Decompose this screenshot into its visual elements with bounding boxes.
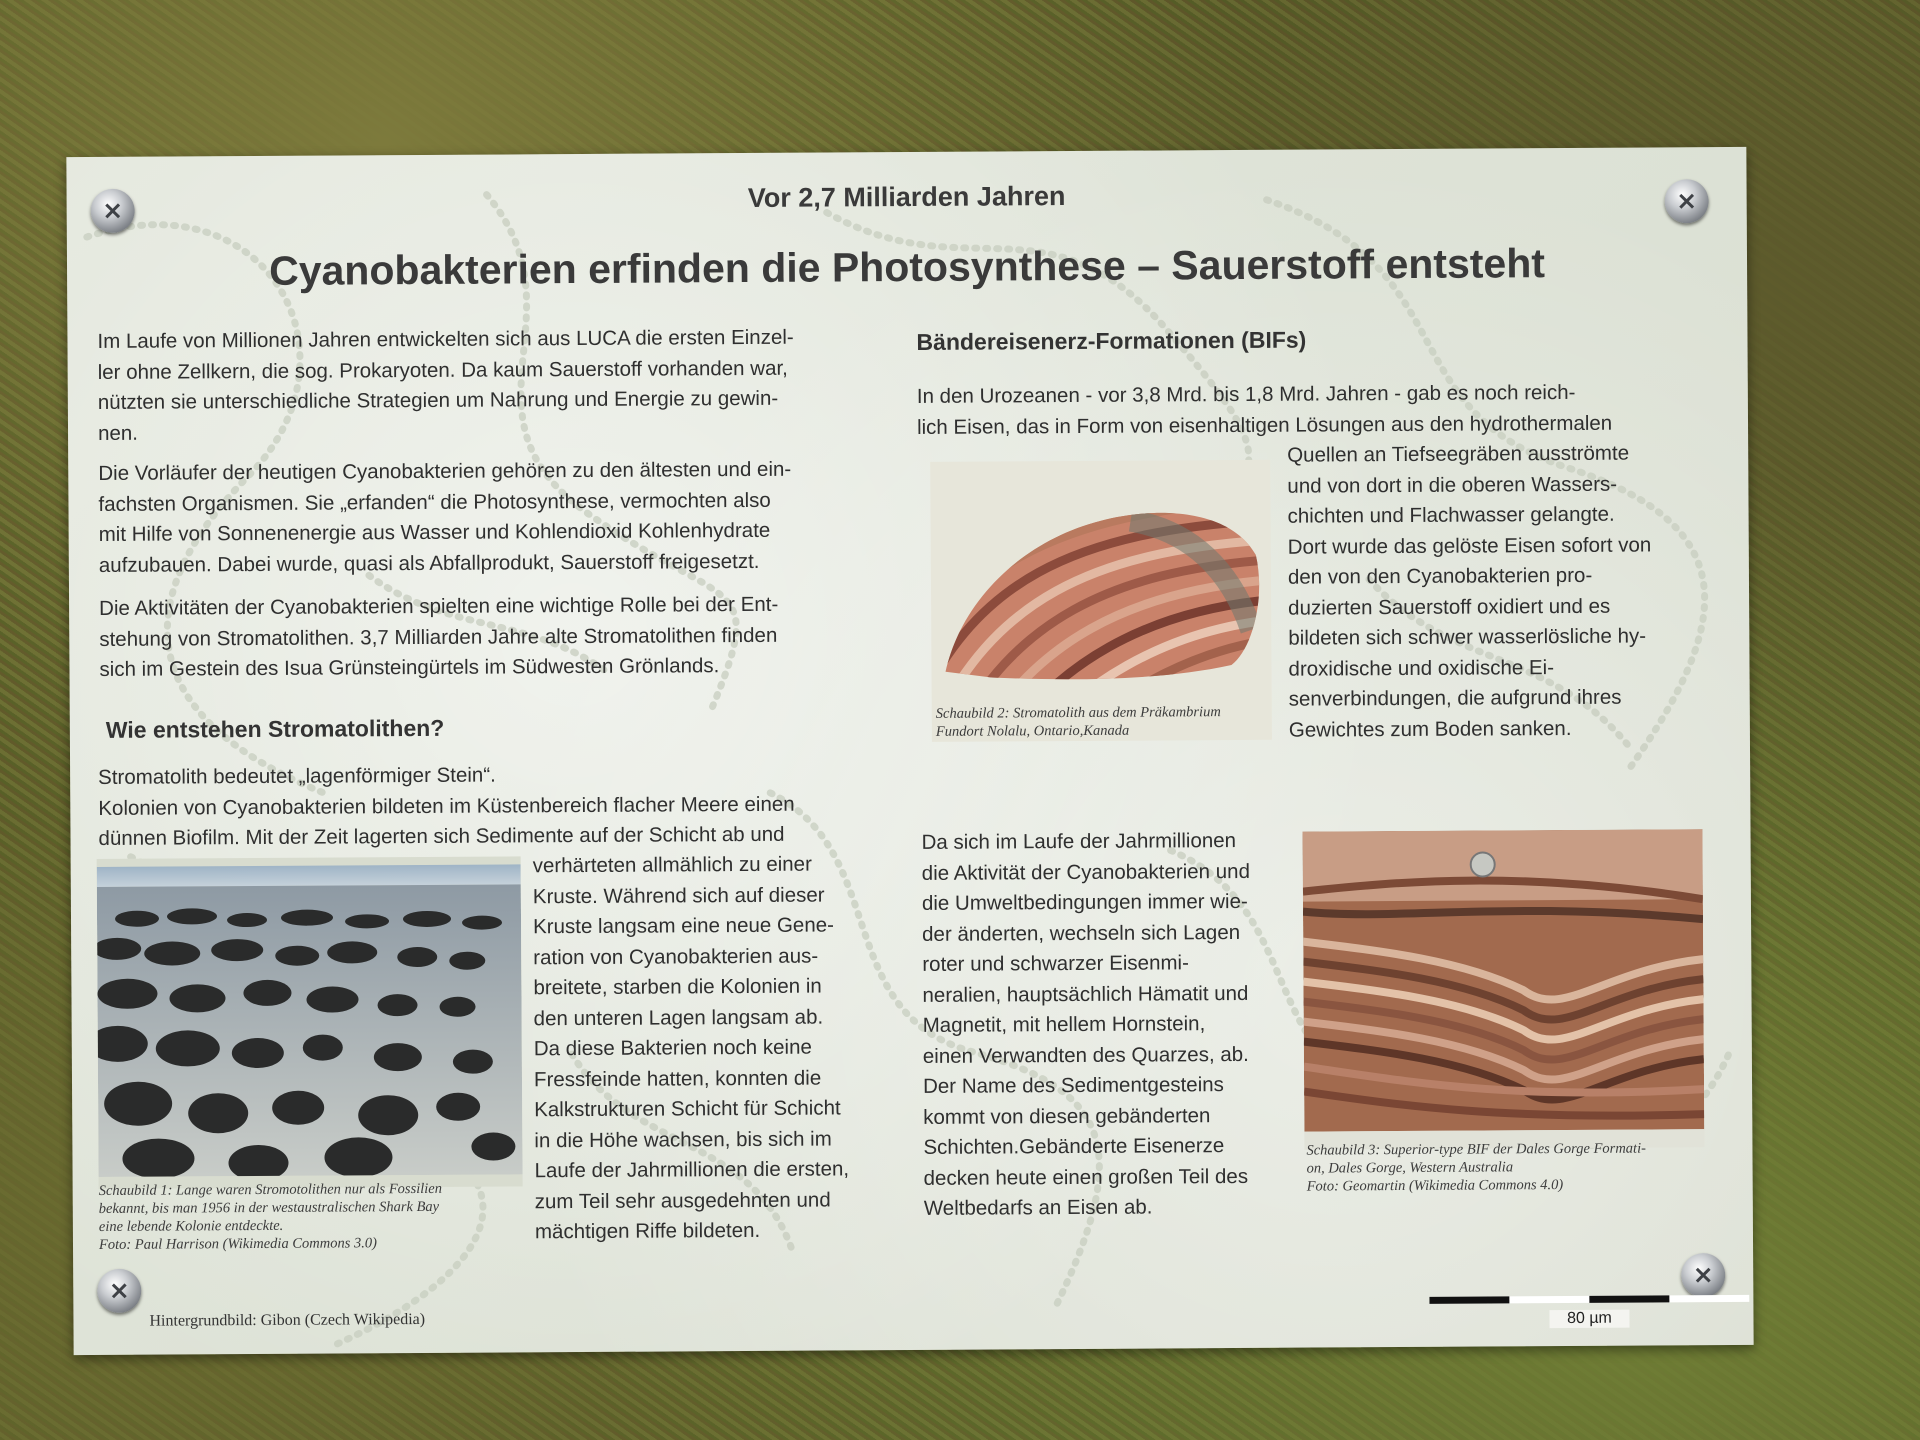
sign-subtitle: Vor 2,7 Milliarden Jahren	[747, 181, 1066, 213]
screw-bottom-right-icon	[1681, 1253, 1725, 1297]
left-paragraph-4-continued: verhärteten allmählich zu einer Kruste. Während sich auf dieser Kruste langsam eine neue Gene- ration von Cyanobakterien aus- breitete, starben die Kolonien in den unteren Lagen langsam ab. Da diese Bakterien noch keine Fressfeinde hatten, konnten die Kalkstrukturen Schicht für Schicht in die Höhe wachsen, bis sich im Laufe der Jahrmillionen die ersten, zum Teil sehr ausgedehnten und mächtigen Riffe bildeten.	[532, 852, 850, 1244]
caption-schaubild-3: Schaubild 3: Superior-type BIF der Dales Gorge Formati- on, Dales Gorge, Western Australia Foto: Geomartin (Wikimedia Commons 4.0)	[1306, 1140, 1646, 1195]
sign-title: Cyanobakterien erfinden die Photosynthese – Sauerstoff entsteht	[268, 240, 1546, 294]
photo-stromatolith-nolalu	[930, 460, 1272, 742]
heading-bifs: Bändereisenerz-Formationen (BIFs)	[916, 326, 1307, 355]
scale-bar	[1429, 1293, 1749, 1335]
right-paragraph-1-continued: Quellen an Tiefseegräben ausströmte und von dort in die oberen Wassers- chichten und Flachwasser gelangte. Dort wurde das gelöste Eisen sofort von den von den Cyanobakterien pro- duzierten Sauerstoff oxidiert und es bildeten sich schwer wasserlösliche hy- droxidische und oxidische Ei- senverbindungen, die aufgrund ihres Gewichtes zum Boden sanken.	[1287, 441, 1652, 742]
photo-bif-dales-gorge	[1302, 829, 1704, 1149]
screw-bottom-left-icon	[97, 1269, 141, 1313]
background-image-credit: Hintergrundbild: Gibon (Czech Wikipedia)	[149, 1310, 426, 1330]
caption-schaubild-2: Schaubild 2: Stromatolith aus dem Präkambrium Fundort Nolalu, Ontario,Kanada	[935, 704, 1221, 740]
right-paragraph-2: Da sich im Laufe der Jahrmillionen die Aktivität der Cyanobakterien und die Umweltbedingungen immer wie- der änderten, wechseln sich Lagen roter und schwarzer Eisenmi- neralien, hauptsächlich Hämatit und Magnetit, mit hellem Hornstein, einen Verwandten des Quarzes, ab. Der Name des Sedimentgesteins kommt von diesen gebänderten Schichten.Gebänderte Eisenerze decken heute einen großen Teil des Weltbedarfs an Eisen ab.	[921, 829, 1251, 1220]
info-sign	[66, 147, 1753, 1355]
heading-stromatolithen: Wie entstehen Stromatolithen?	[105, 714, 445, 743]
left-paragraph-4: Stromatolith bedeutet „lagenförmiger Stein“. Kolonien von Cyanobakterien bildeten im Küstenbereich flacher Meere einen dünnen Biofilm. Mit der Zeit lagerten sich Sedimente auf der Schicht ab und	[98, 763, 795, 850]
left-paragraph-2: Die Vorläufer der heutigen Cyanobakterien gehören zu den ältesten und ein- fachsten Organismen. Sie „erfanden“ die Photosynthese, vermochten also mit Hilfe von Sonnenenergie aus Wasser und Kohlendioxid Kohlenhydrate aufzubauen. Dabei wurde, quasi als Abfallprodukt, Sauerstoff freigesetzt.	[98, 457, 792, 577]
scale-label: 80 µm	[1549, 1310, 1629, 1328]
caption-schaubild-1: Schaubild 1: Lange waren Stromotolithen nur als Fossilien bekannt, bis man 1956 in der westaustralischen Shark Bay eine lebende Kolonie entdeckte. Foto: Paul Harrison (Wikimedia Commons 3.0)	[98, 1180, 443, 1253]
photo-shark-bay-stromatolites	[97, 856, 523, 1189]
left-paragraph-1: Im Laufe von Millionen Jahren entwickelten sich aus LUCA die ersten Einzel- ler ohne Zellkern, die sog. Prokaryoten. Da kaum Sauerstoff vorhanden war, nützten sie unterschiedliche Strategien um Nahrung und Energie zu gewin- nen.	[97, 325, 794, 445]
left-paragraph-3: Die Aktivitäten der Cyanobakterien spielten eine wichtige Rolle bei der Ent- stehung von Stromatolithen. 3,7 Milliarden Jahre alte Stromatolithen finden sich im Gestein des Isua Grünsteingürtels im Südwesten Grönlands.	[99, 592, 779, 681]
right-paragraph-1: In den Urozeanen - vor 3,8 Mrd. bis 1,8 Mrd. Jahren - gab es noch reich- lich Eisen, das in Form von eisenhaltigen Lösungen aus den hydrothermalen	[916, 380, 1613, 439]
